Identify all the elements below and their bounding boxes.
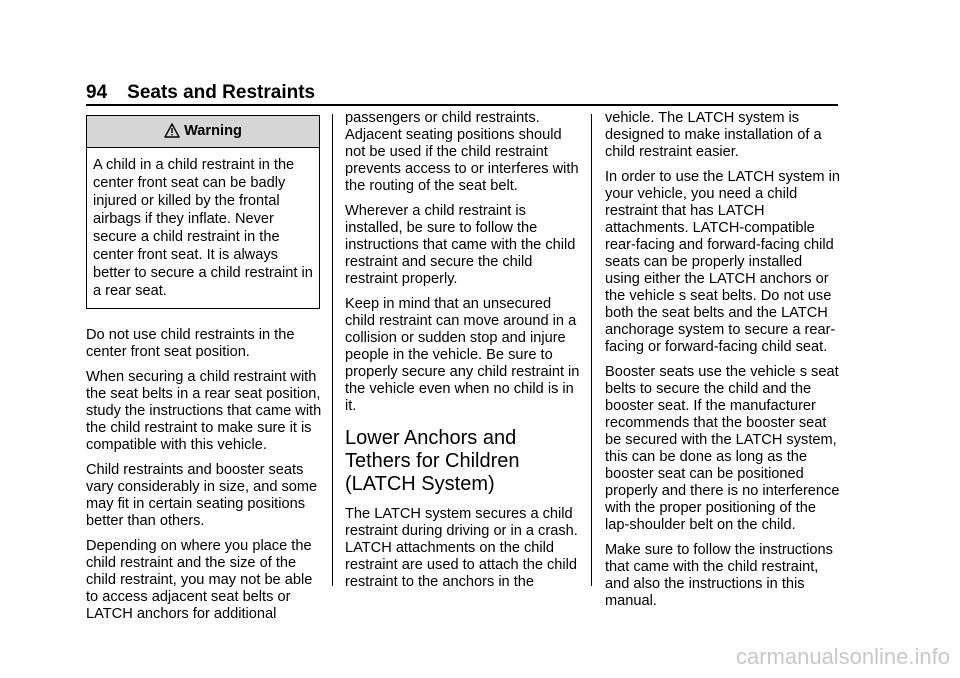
header-rule xyxy=(86,104,838,106)
paragraph: Child restraints and booster seats vary considerably in size, and some may fit in certain seating positions better than others. xyxy=(86,462,318,529)
paragraph: Wherever a child restraint is installed, be sure to follow the instructions that came with the child restraint and secure the child restraint properly. xyxy=(345,203,576,287)
paragraph: The LATCH system secures a child restraint during driving or in a crash. LATCH attachments on the child restraint are used to attach the child restraint to the anchors in the xyxy=(345,506,578,590)
warning-title: Warning xyxy=(184,123,242,139)
paragraph: When securing a child restraint with the seat belts in a rear seat position, study the instructions that came with the child restraint to make sure it is compatible with this vehicle. xyxy=(86,369,322,453)
paragraph: Depending on where you place the child restraint and the size of the child restraint, you may not be able to access adjacent seat belts or LATCH anchors for additional xyxy=(86,538,313,622)
page-number: 94 xyxy=(86,82,108,103)
column-1 xyxy=(86,115,322,631)
page-header xyxy=(86,82,315,104)
paragraph: vehicle. The LATCH system is designed to make installation of a child restraint easier. xyxy=(605,110,822,160)
warning-header xyxy=(87,116,319,148)
paragraph: Keep in mind that an unsecured child restraint can move around in a collision or sudden stop and injure people in the vehicle. Be sure to properly secure any child restraint in the vehicle even when no child is in it. xyxy=(345,296,580,414)
warning-text: A child in a child restraint in the center front seat can be badly injured or killed by the frontal airbags if they inflate. Never secure a child restraint in the center front seat. It is always better to secure a child restraint in a rear seat. xyxy=(93,157,313,299)
column-2 xyxy=(345,110,581,599)
section-heading: Lower Anchors and Tethers for Children (LATCH System) xyxy=(345,427,520,495)
paragraph: In order to use the LATCH system in your vehicle, you need a child restraint that has LATCH attachments. LATCH-compatible rear-facing and forward-facing child seats can be properly installed using either the LATCH anchors or the vehicle s seat belts. Do not use both the seat belts and the LATCH anchorage system to secure a rear-facing or forward-facing child seat. xyxy=(605,169,840,355)
warning-box xyxy=(86,115,320,309)
page-title: Seats and Restraints xyxy=(127,82,316,103)
paragraph: passengers or child restraints. Adjacent seating positions should not be used if the child restraint prevents access to or interferes with the routing of the seat belt. xyxy=(345,110,579,194)
watermark: carmanualsonline.info xyxy=(735,644,950,669)
paragraph: Do not use child restraints in the center front seat position. xyxy=(86,327,295,360)
paragraph: Booster seats use the vehicle s seat belts to secure the child and the booster seat. If the manufacturer recommends that the booster seat be secured with the LATCH system, this can be done as long as the booster seat can be positioned properly and there is no interference with the proper positioning of the lap-shoulder belt on the child. xyxy=(605,364,840,533)
column-divider xyxy=(332,114,333,586)
column-divider xyxy=(591,114,592,586)
paragraph: Make sure to follow the instructions that came with the child restraint, and also the instructions in this manual. xyxy=(605,542,833,609)
column-3 xyxy=(605,110,841,618)
warning-triangle-icon xyxy=(164,123,180,138)
